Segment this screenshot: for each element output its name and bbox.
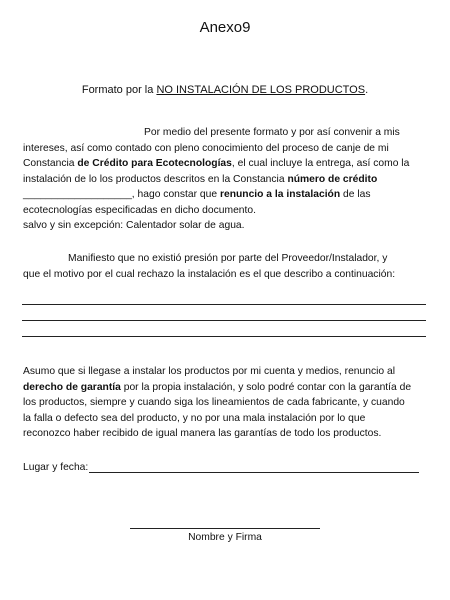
warranty-paragraph	[23, 364, 433, 442]
p1-line-5-bold: renuncio a la instalación	[219, 189, 341, 200]
signature-line[interactable]	[130, 528, 320, 529]
reason-line-3[interactable]	[22, 321, 426, 337]
subtitle-prefix: Formato por la	[81, 84, 157, 96]
format-subtitle	[0, 84, 450, 96]
p1-line-6: ecotecnologías especificadas en dicho documento.	[23, 204, 256, 216]
p1-line-5-rest: de las	[340, 189, 371, 200]
p3-line-4: la falla o defecto sea del producto, y no por una mala instalación por lo que	[23, 412, 366, 424]
p1-line-5-text: ___________________, hago constar que	[23, 189, 220, 200]
subtitle-suffix: .	[365, 84, 369, 96]
place-date-label: Lugar y fecha:	[23, 462, 89, 473]
p3-line-3: los productos, siempre y cuando siga los lineamientos de cada fabricante, y cuando	[23, 397, 405, 408]
p1-line-3-text: Constancia	[23, 158, 78, 169]
place-date-field[interactable]	[89, 460, 419, 473]
p2-line-2: que el motivo por el cual rechazo la instalación es el que describo a continuación:	[23, 268, 396, 280]
place-date-row	[23, 460, 419, 473]
p1-line-4-bold: número de crédito	[287, 173, 378, 185]
reason-lines[interactable]	[22, 289, 426, 337]
p1-line-4-text: instalación de lo los productos descritos en la Constancia	[23, 173, 288, 185]
document-title: Anexo9	[199, 19, 251, 36]
signature-label: Nombre y Firma	[188, 532, 262, 543]
p1-line-4	[23, 172, 433, 188]
p1-line-3-bold: de Crédito para Ecotecnologías	[77, 158, 232, 169]
subtitle-underlined: NO INSTALACIÓN DE LOS PRODUCTOS	[156, 84, 366, 96]
p1-line-2: intereses, así como contado con pleno conocimiento del proceso de canje de mi	[23, 142, 389, 154]
p3-line-2	[23, 380, 433, 396]
p1-line-5	[23, 187, 433, 203]
no-pressure-paragraph	[23, 251, 433, 282]
p1-line-7: salvo y sin excepción: Calentador solar de agua.	[23, 220, 245, 231]
p1-line-1: Por medio del presente formato y por así convenir a mis	[144, 127, 400, 138]
declaration-paragraph	[23, 125, 433, 234]
p1-line-3-rest: , el cual incluye la entrega, así como la	[231, 158, 410, 169]
reason-line-1[interactable]	[22, 289, 426, 305]
p3-line-5: reconozco haber recibido de igual manera las garantías de todo los productos.	[23, 428, 382, 439]
p3-line-2-bold: derecho de garantía	[23, 381, 121, 393]
p2-line-1: Manifiesto que no existió presión por parte del Proveedor/Instalador, y	[68, 253, 388, 264]
reason-line-2[interactable]	[22, 305, 426, 321]
p3-line-2-text: por la propia instalación, y solo podré contar con la garantía de	[120, 381, 412, 393]
p1-line-3	[23, 156, 433, 172]
p3-line-1: Asumo que si llegase a instalar los productos por mi cuenta y medios, renuncio al	[23, 366, 396, 377]
